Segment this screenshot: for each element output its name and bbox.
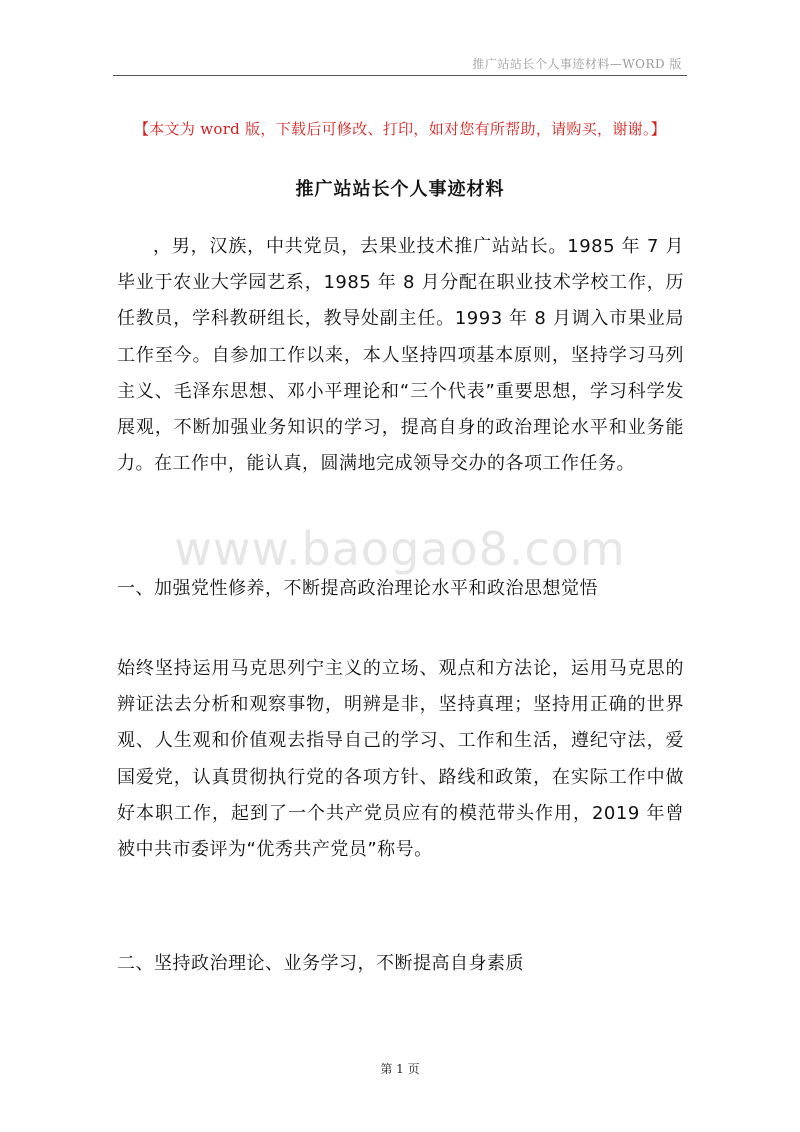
header-divider [113, 75, 687, 76]
purchase-notice: 【本文为 word 版，下载后可修改、打印，如对您有所帮助，请购买，谢谢。】 [133, 120, 667, 138]
running-header: 推广站站长个人事迹材料—WORD 版 [472, 57, 682, 71]
site-watermark: www.baogao8.com [174, 522, 626, 576]
section-heading-2: 二、坚持政治理论、业务学习，不断提高自身素质 [117, 953, 524, 974]
document-title: 推广站站长个人事迹材料 [295, 179, 505, 200]
body-paragraph-2: 始终坚持运用马克思列宁主义的立场、观点和方法论，运用马克思的辨证法去分析和观察事物，明辨是非，坚持真理；坚持用正确的世界观、人生观和价值观去指导自己的学习、工作和生活，遵纪守法，爱国爱党，认真贯彻执行党的各项方针、路线和政策，在实际工作中做好本职工作，起到了一个共产党员应有的模范带头作用，2019 年曾被中共市委评为“优秀共产党员”称号。 [117, 658, 684, 861]
page-number: 第 1 页 [380, 1062, 420, 1076]
section-heading-1: 一、加强党性修养，不断提高政治理论水平和政治思想觉悟 [117, 578, 598, 599]
body-paragraph-1: ，男，汉族，中共党员，去果业技术推广站站长。1985 年 7 月毕业于农业大学园艺系，1985 年 8 月分配在职业技术学校工作，历任教员，学科教研组长，教导处副主任。1993 年 8 月调入市果业局工作至今。自参加工作以来，本人坚持四项基本原则，坚持学习马列主义、毛泽东思想、邓小平理论和“三个代表”重要思想，学习科学发展观，不断加强业务知识的学习，提高自身的政治理论水平和业务能力。在工作中，能认真，圆满地完成领导交办的各项工作任务。 [117, 236, 684, 475]
